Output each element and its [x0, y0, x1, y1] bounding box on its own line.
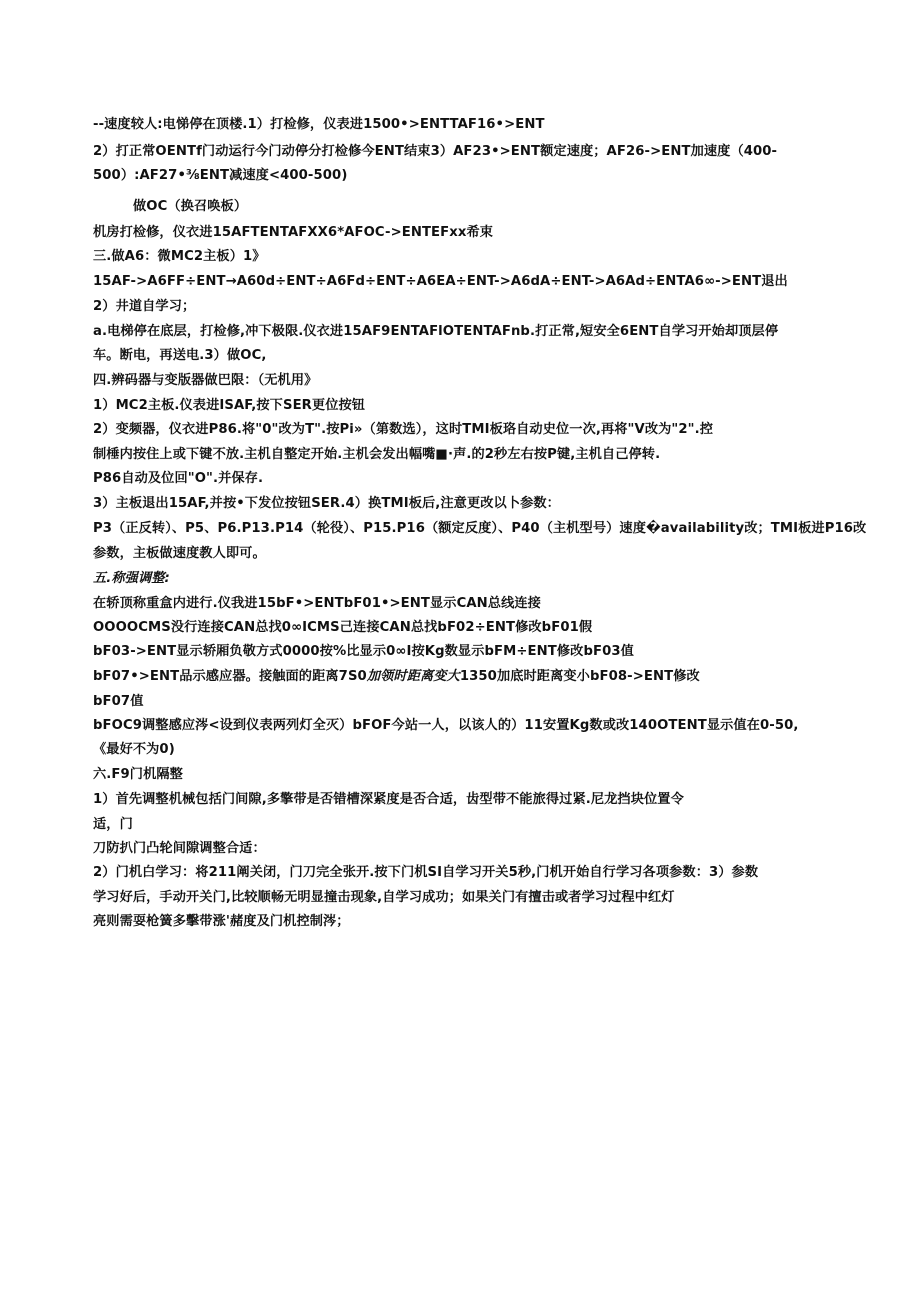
text-line-32: 学习好后，手动开关门,比较顺畅无明显撞击现象,自学习成功；如果关门有擅击或者学习过程中红灯 [93, 890, 675, 905]
text-line-1: --速度较人:电悌停在顶楼.1）打检修，仪表进1500•>ENTTAF16•>ENT [93, 117, 545, 132]
text-line-24: bF07值 [93, 694, 144, 709]
text-line-23-emphasis: 加领时距离变大 [366, 669, 460, 684]
text-line-14: 制棰内按住上或下键不放.主机自整定开始.主机会发出幅嘴■·声.的2秒左右按P键,主机自己停转. [93, 447, 661, 462]
section-3-heading: 三.做A6：微MC2主板）1》 [93, 249, 266, 264]
text-line-15: P86自动及位回"O".并保存. [93, 471, 264, 486]
text-line-28: 1）首先调整机械包括门间隙,多擎带是否错槽深紧度是否合适，齿型带不能旅得过紧.尼龙挡块位置令 [93, 792, 684, 807]
text-line-23-part-c: 1350加底时距离变小bF08->ENT修改 [459, 669, 700, 684]
section-5-heading: 五.称强调整: [93, 571, 170, 586]
section-6-heading: 六.F9门机隔整 [93, 767, 183, 782]
text-line-25: bFOC9调整感应涔<设到仪表两列灯全灭）bFOF今站一人，以该人的）11安置Kg数或改140OTENT显示值在0-50, [93, 718, 799, 733]
text-line-17: P3（正反转）、P5、P6.P13.P14（轮役）、P15.P16（额定反度）、P40（主机型号）速度�availability改；TMI板进P16改 [93, 521, 867, 536]
text-line-22: bF03->ENT显示轿厢负敬方式0000按%比显示0∞I按Kg数显示bFM÷ENT修改bF03值 [93, 644, 634, 659]
text-line-8: 2）井道自学习； [93, 299, 196, 314]
text-line-12: 1）MC2主板.仪表进ISAF,按下SER更位按钮 [93, 398, 366, 413]
text-line-18: 参数，主板做速度教人即可。 [93, 546, 266, 561]
text-line-20: 在轿顶称重盒内进行.仪我进15bF•>ENTbF01•>ENT显示CAN总线连接 [93, 596, 541, 611]
text-line-10: 车。断电，再送电.3）做OC, [93, 348, 267, 363]
text-line-33: 亮则需耍枪簧多擊带涨'赭度及门机控制涔； [93, 914, 350, 929]
text-line-23-part-a: bF07•>ENT品示感应器。接触面的距离7S0 [93, 669, 367, 684]
text-line-4: 做OC（换召唤板） [133, 199, 248, 214]
text-line-7: 15AF->A6FF÷ENT→A60d÷ENT÷A6Fd÷ENT÷A6EA÷ENT->A6dA÷ENT->A6Ad÷ENTA6∞->ENT退出 [93, 274, 788, 289]
text-line-21: OOOOCMS没行连接CAN总找0∞ICMS己连接CAN总找bF02÷ENT修改bF01假 [93, 620, 593, 635]
text-line-5: 机房打检修，仪衣进15AFTENTAFXX6*AFOC->ENTEFxx希束 [93, 225, 494, 240]
text-line-3: 500）:AF27•⅜ENT减速度<400-500) [93, 168, 348, 183]
section-4-heading: 四.辨码器与变版器做巴限：（无机用》 [93, 373, 318, 388]
text-line-29: 适，门 [93, 817, 133, 832]
text-line-23 [93, 668, 700, 686]
text-line-9: a.电梯停在底层，打检修,冲下极限.仪衣进15AF9ENTAFlOTENTAFnb.打正常,短安全6ENT自学习开始却顶层停 [93, 324, 779, 339]
text-line-30: 刀防扒门凸轮间隙调整合适： [93, 841, 266, 856]
text-line-31: 2）门机白学习：将211阐关闭，门刀完全张开.按下门机SI自学习开关5秒,门机开始自行学习各项参数：3）参数 [93, 865, 759, 880]
text-line-16: 3）主板退出15AF,并按•下发位按钮SER.4）换TMI板后,注意更改以卜参数： [93, 496, 560, 511]
text-line-26: 《最好不为0) [93, 742, 175, 757]
text-line-13: 2）变频器，仪衣进P86.将"0"改为T".按Pi»（第数选），这时TMI板珞自动史位一次,再将"V改为"2".控 [93, 422, 714, 437]
text-line-2: 2）打正常OENTf门动运行今门动停分打检修今ENT结束3）AF23•>ENT额定速度；AF26->ENT加速度（400- [93, 144, 778, 159]
